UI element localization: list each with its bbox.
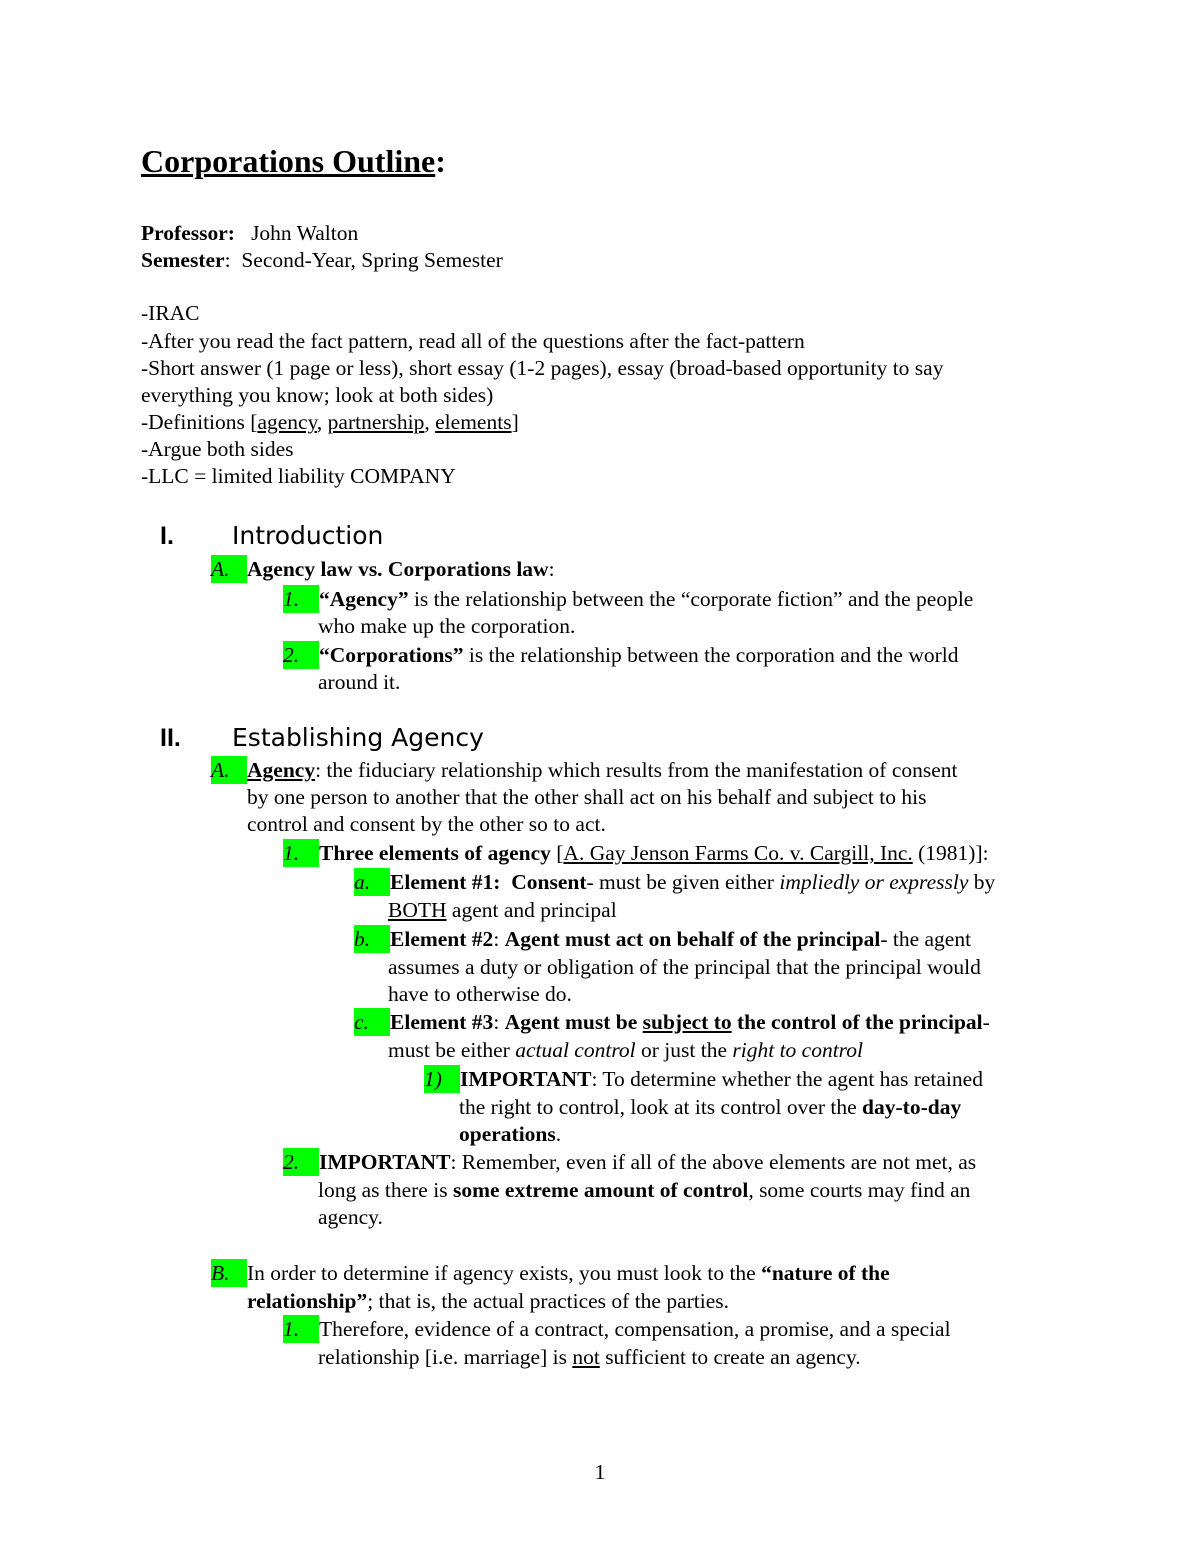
s1-a-1-cont: who make up the corporation. (318, 614, 576, 638)
element-1-name: Consent (511, 870, 587, 894)
element-2-name: Agent must act on behalf of the principal (504, 927, 881, 951)
s1-a-rest: : (548, 557, 555, 581)
important-line-2 (318, 1176, 970, 1204)
element-2-marker: b. (354, 925, 390, 953)
element-3-line-2 (388, 1036, 863, 1064)
element-2-line-3: have to otherwise do. (388, 982, 572, 1006)
element-3-dash: - (982, 1010, 990, 1034)
page-number: 1 (594, 1460, 606, 1484)
professor-value: John Walton (251, 221, 359, 245)
s2-b-1-underline: not (572, 1345, 600, 1369)
s2-b-bold-2: relationship” (247, 1289, 368, 1313)
s1-a-1-rest: is the relationship between the “corporate fiction” and the people (408, 587, 974, 611)
s2-b-bold-1: “nature of the (761, 1261, 890, 1285)
element-3-label: Element #3 (390, 1010, 494, 1034)
important-sub-bold-3: operations (459, 1122, 556, 1146)
note-short-2: everything you know; look at both sides) (141, 383, 494, 407)
important-sub-text-1: : To determine whether the agent has retained (591, 1067, 983, 1091)
important-text-2c: , some courts may find an (748, 1178, 971, 1202)
important-bold: some extreme amount of control (452, 1178, 749, 1202)
s2-a-1-bold: Three elements of agency (319, 841, 551, 865)
element-3-name-a: Agent must be (504, 1010, 643, 1034)
important-marker: 2. (283, 1148, 319, 1176)
s2-b-line-2 (247, 1287, 729, 1315)
semester-line (141, 246, 503, 274)
element-2-line-1 (354, 925, 971, 953)
section-1-heading (160, 519, 383, 553)
def-comma-1: , (316, 410, 328, 434)
def-elements: elements (435, 410, 512, 434)
s2-b-1-text-2b: sufficient to create an agency. (599, 1345, 861, 1369)
title-colon: : (435, 143, 446, 179)
element-1-underline: BOTH (388, 898, 447, 922)
element-3-italic-1: actual control (515, 1038, 636, 1062)
element-1-line-1 (354, 868, 995, 896)
important-line-1 (283, 1148, 976, 1176)
section-2-heading (160, 721, 484, 755)
important-sub-label: IMPORTANT (460, 1067, 592, 1091)
note-irac: -IRAC (141, 301, 200, 325)
note-argue: -Argue both sides (141, 437, 294, 461)
semester-label: Semester (141, 248, 225, 272)
important-line-3: agency. (318, 1205, 383, 1229)
s1-a-2-rest: is the relationship between the corporation and the world (463, 643, 959, 667)
important-sub-marker: 1) (424, 1065, 460, 1093)
s2-a-text-1: : the fiduciary relationship which results from the manifestation of consent (315, 758, 958, 782)
s2-a-term: Agency (247, 758, 316, 782)
element-2-text-1: - the agent (880, 927, 972, 951)
def-comma-2: , (424, 410, 436, 434)
semester-colon: : (224, 248, 231, 272)
s2-b-line-1 (211, 1259, 890, 1287)
s2-b-1-line-2 (318, 1343, 861, 1371)
important-text-1: : Remember, even if all of the above elements are not met, as (450, 1150, 977, 1174)
section-1-title: Introduction (232, 521, 384, 550)
s1-a-1-line (283, 585, 973, 613)
s1-a-2-cont: around it. (318, 670, 401, 694)
s1-a-1-bold: “Agency” (319, 587, 409, 611)
s2-b-text-1: In order to determine if agency exists, you must look to the (247, 1261, 762, 1285)
s2-a-marker: A. (211, 756, 247, 784)
element-1-text-3: agent and principal (446, 898, 617, 922)
s2-a-1-post: (1981)]: (912, 841, 989, 865)
element-3-italic-2: right to control (732, 1038, 863, 1062)
s1-a-line (211, 555, 555, 583)
note-short-1: -Short answer (1 page or less), short essay (1-2 pages), essay (broad-based opportunity to say (141, 356, 944, 380)
s2-a-line-2: by one person to another that the other shall act on his behalf and subject to his (247, 785, 927, 809)
element-3-text-b: or just the (635, 1038, 733, 1062)
title-text: Corporations Outline (141, 143, 436, 179)
s1-a-marker: A. (211, 555, 247, 583)
s2-a-1-line (283, 839, 989, 867)
element-3-text-a: must be either (388, 1038, 516, 1062)
important-label: IMPORTANT (319, 1150, 451, 1174)
element-1-marker: a. (354, 868, 390, 896)
s2-b-1-text-2a: relationship [i.e. marriage] is (318, 1345, 573, 1369)
element-3-name-b: the control of the principal (731, 1010, 983, 1034)
def-pre: -Definitions [ (141, 410, 258, 434)
element-1-label: Element #1: (390, 870, 501, 894)
professor-line (141, 219, 358, 247)
important-sub-line-1 (424, 1065, 983, 1093)
s2-b-marker: B. (211, 1259, 247, 1287)
semester-value: Second-Year, Spring Semester (241, 248, 503, 272)
s2-a-line-1 (211, 756, 958, 784)
important-sub-bold-2: day-to-day (862, 1095, 962, 1119)
element-1-text-1: - must be given either (586, 870, 780, 894)
s2-a-line-3: control and consent by the other so to act. (247, 812, 606, 836)
important-sub-period: . (555, 1122, 562, 1146)
important-sub-text-2: the right to control, look at its control over the (459, 1095, 863, 1119)
case-citation: A. Gay Jenson Farms Co. v. Cargill, Inc. (563, 841, 913, 865)
section-2-title: Establishing Agency (232, 723, 484, 752)
element-2-label: Element #2 (390, 927, 494, 951)
s1-a-2-line (283, 641, 958, 669)
s2-b-1-line-1 (283, 1315, 951, 1343)
element-3-name-underline: subject to (642, 1010, 732, 1034)
element-1-text-2: by (968, 870, 996, 894)
def-agency: agency (257, 410, 317, 434)
element-3-line-1 (354, 1008, 990, 1036)
s2-b-1-marker: 1. (283, 1315, 319, 1343)
professor-label: Professor: (141, 221, 235, 245)
s1-a-1-marker: 1. (283, 585, 319, 613)
important-sub-line-2 (459, 1093, 961, 1121)
s1-a-2-bold: “Corporations” (319, 643, 464, 667)
s2-a-1-pre: [ (550, 841, 564, 865)
def-partnership: partnership (327, 410, 425, 434)
s1-a-bold: Agency law vs. Corporations law (247, 557, 549, 581)
section-1-number: I. (160, 522, 174, 550)
element-1-italic: impliedly or expressly (779, 870, 969, 894)
element-2-colon: : (493, 927, 505, 951)
note-llc: -LLC = limited liability COMPANY (141, 464, 456, 488)
s2-b-1-text-1: Therefore, evidence of a contract, compensation, a promise, and a special (319, 1317, 951, 1341)
element-3-marker: c. (354, 1008, 390, 1036)
element-2-line-2: assumes a duty or obligation of the principal that the principal would (388, 955, 981, 979)
important-text-2a: long as there is (318, 1178, 453, 1202)
s2-b-text-2: ; that is, the actual practices of the parties. (367, 1289, 730, 1313)
note-after: -After you read the fact pattern, read all of the questions after the fact-pattern (141, 329, 805, 353)
important-sub-line-3 (459, 1120, 561, 1148)
element-1-line-2 (388, 896, 617, 924)
note-definitions (141, 408, 519, 436)
s1-a-2-marker: 2. (283, 641, 319, 669)
section-2-number: II. (160, 724, 181, 752)
def-post: ] (511, 410, 519, 434)
element-3-colon: : (493, 1010, 505, 1034)
page-title (141, 141, 446, 181)
s2-a-1-marker: 1. (283, 839, 319, 867)
